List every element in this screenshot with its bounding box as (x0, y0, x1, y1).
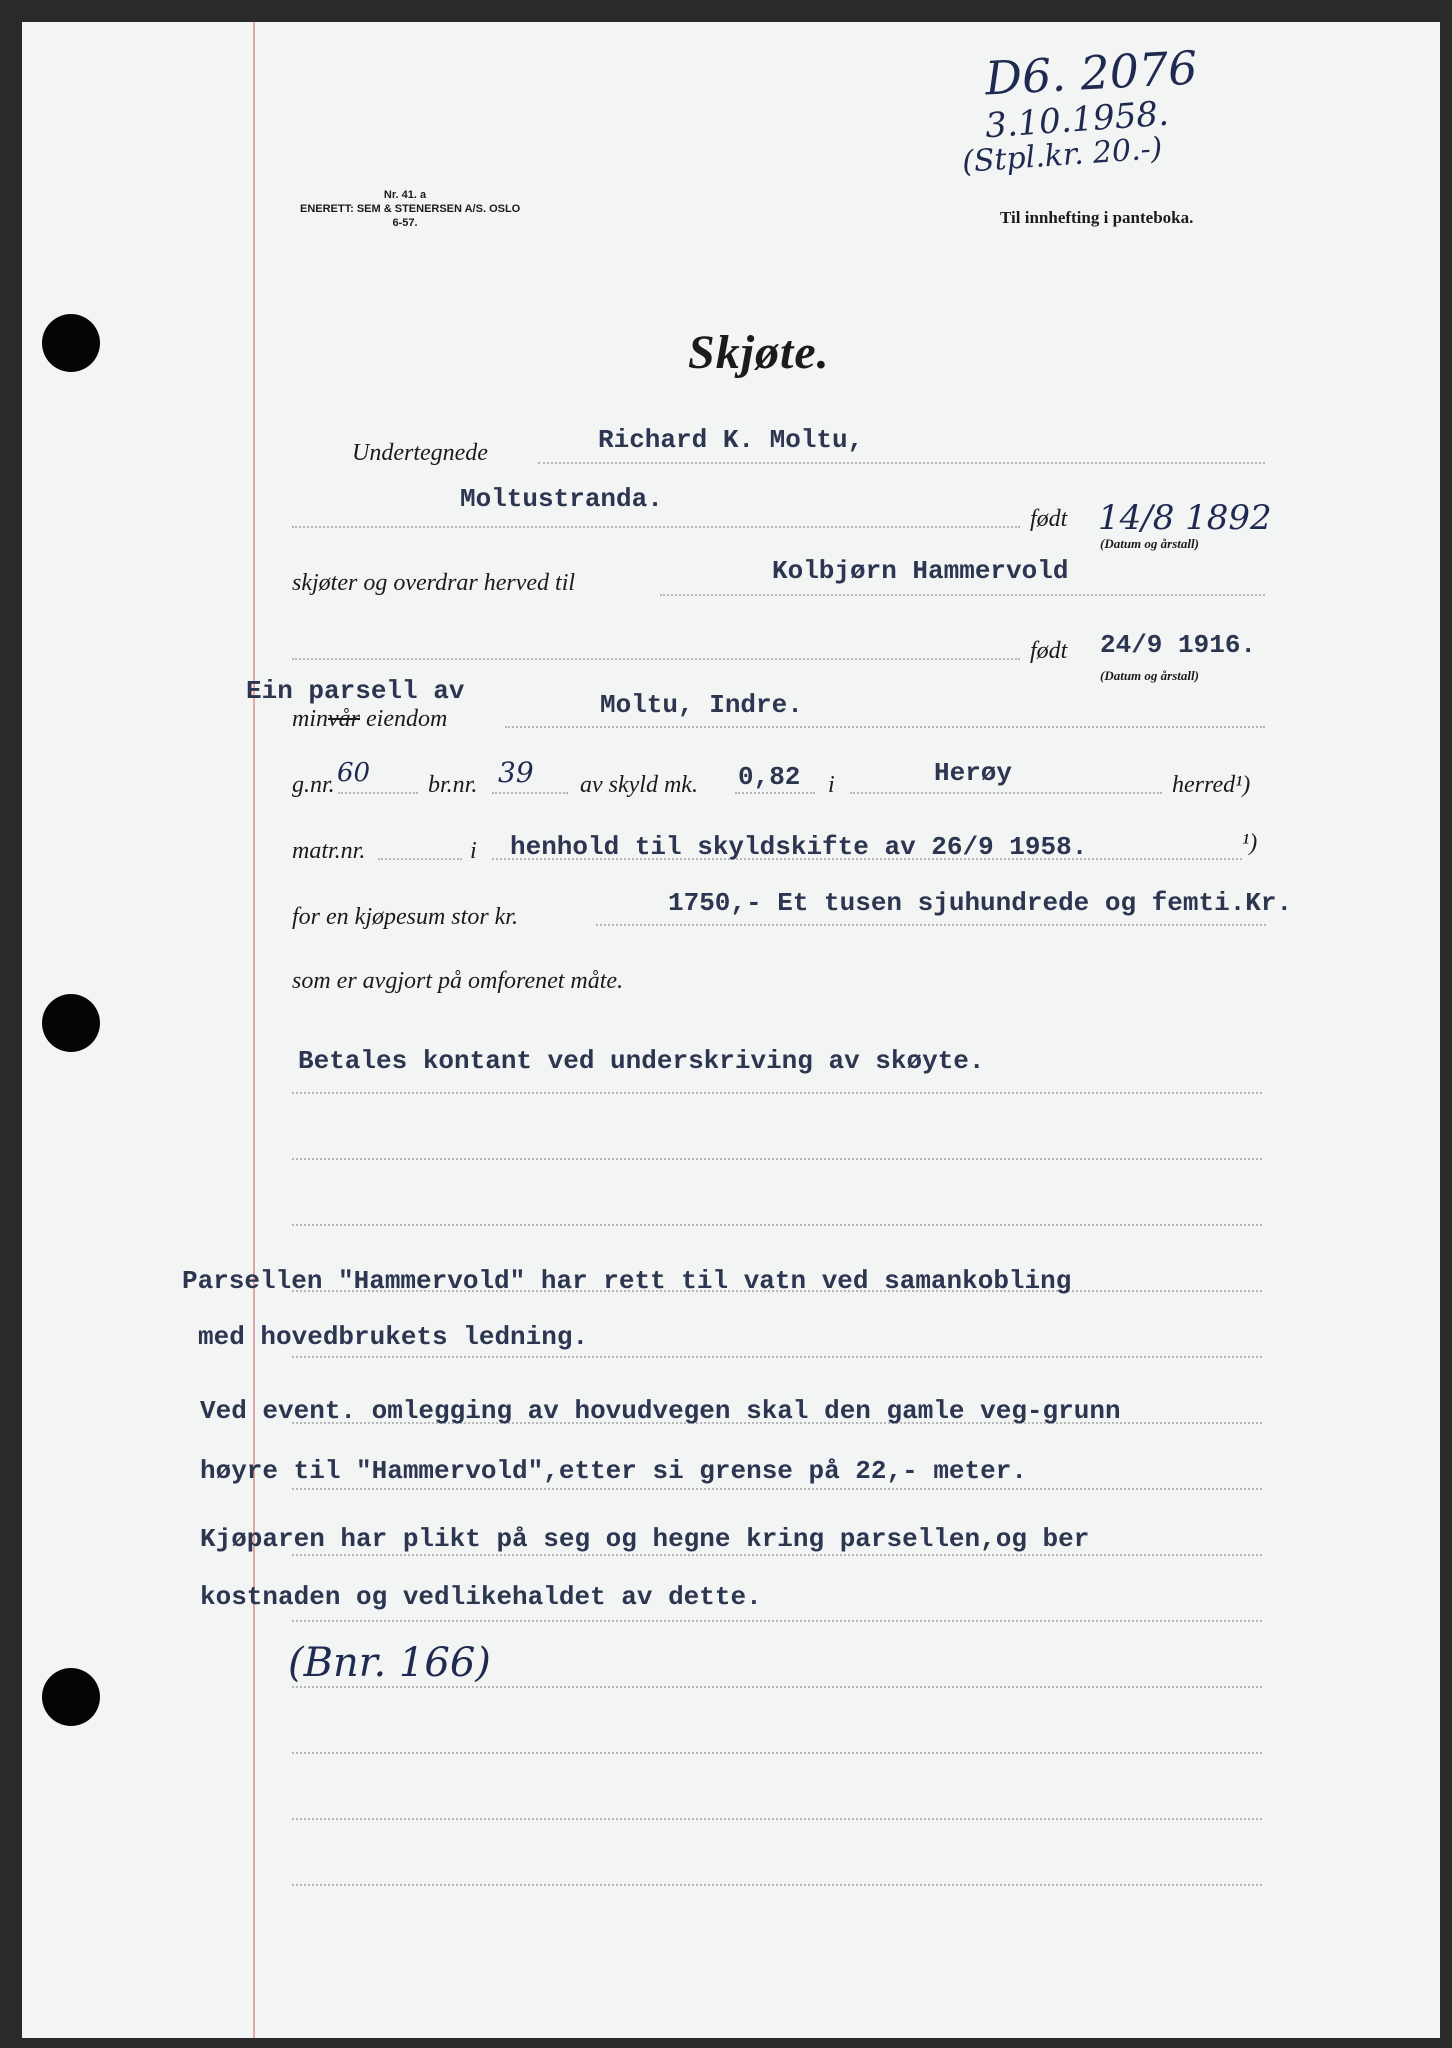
binding-note: Til innhefting i panteboka. (1000, 208, 1194, 227)
price-text: 1750,- Et tusen sjuhundrede og femti.Kr. (668, 888, 1293, 918)
handwritten-reference-number: D6. 2076 (983, 40, 1199, 106)
dotted-line (292, 1884, 1262, 1886)
buyer-name: Kolbjørn Hammervold (772, 556, 1069, 586)
undertegnede-label: Undertegnede (352, 440, 488, 466)
settled-label: som er avgjort på omforenet måte. (292, 968, 624, 994)
fodt-label: født (1030, 638, 1068, 664)
buyer-birth-date: 24/9 1916. (1100, 630, 1257, 660)
dotted-line (292, 1488, 1262, 1490)
datum-caption: (Datum og årstall) (1100, 668, 1199, 683)
i-label: i (828, 772, 835, 798)
dotted-line (292, 1620, 1262, 1622)
seller-birth-date: 14/8 1892 (1098, 498, 1272, 538)
matr-text: henhold til skyldskifte av 26/9 1958. (510, 832, 1088, 862)
property-name: Moltu, Indre. (600, 690, 803, 720)
document-title: Skjøte. (688, 326, 830, 379)
dotted-line (292, 1356, 1262, 1358)
dotted-line (538, 462, 1265, 464)
margin-line (253, 22, 255, 2038)
property-label (292, 706, 447, 733)
handwritten-bnr-note: (Bnr. 166) (288, 1640, 491, 1686)
gnr-label: g.nr. (292, 772, 335, 798)
form-number-block (300, 188, 521, 230)
body-line: Parsellen "Hammervold" har rett til vatn ved samankobling (182, 1266, 1072, 1296)
seller-address: Moltustranda. (460, 484, 663, 514)
gnr-value: 60 (337, 758, 371, 788)
footnote-mark: ¹) (1242, 830, 1258, 856)
dotted-line (660, 594, 1265, 596)
dotted-line (292, 1818, 1262, 1820)
dotted-line (292, 1554, 1262, 1556)
skyld-label: av skyld mk. (580, 772, 698, 798)
dotted-line (292, 1092, 1262, 1094)
dotted-line (292, 658, 1020, 660)
property-label-struck: vår (328, 706, 360, 732)
body-line: kostnaden og vedlikehaldet av dette. (200, 1582, 762, 1612)
dotted-line (735, 792, 815, 794)
punch-hole (42, 1668, 100, 1726)
dotted-line (492, 792, 568, 794)
dotted-line (292, 1752, 1262, 1754)
brnr-value: 39 (498, 756, 534, 789)
dotted-line (850, 792, 1162, 794)
body-line: med hovedbrukets ledning. (198, 1322, 589, 1352)
dotted-line (292, 1158, 1262, 1160)
herred-label: herred¹) (1172, 772, 1251, 798)
dotted-line (292, 526, 1020, 528)
fodt-label: født (1030, 506, 1068, 532)
body-line: Betales kontant ved underskriving av skøyte. (298, 1046, 985, 1076)
dotted-line (338, 792, 418, 794)
punch-hole (42, 314, 100, 372)
body-line: Kjøparen har plikt på seg og hegne kring parsellen,og ber (200, 1524, 1090, 1554)
dotted-line (292, 1686, 1262, 1688)
brnr-label: br.nr. (428, 772, 478, 798)
body-line: Ved event. omlegging av hovudvegen skal den gamle veg-grunn (200, 1396, 1121, 1426)
seller-name: Richard K. Moltu, (598, 425, 864, 455)
handwritten-stamp-fee: (Stpl.kr. 20.-) (961, 131, 1164, 180)
form-number-line: ENERETT: SEM & STENERSEN A/S. OSLO (300, 203, 521, 215)
handwritten-date: 3.10.1958. (983, 93, 1171, 147)
datum-caption: (Datum og årstall) (1100, 536, 1199, 551)
dotted-line (378, 858, 462, 860)
matr-label: matr.nr. (292, 838, 366, 864)
dotted-line (292, 1224, 1262, 1226)
herred-value: Herøy (934, 758, 1013, 788)
punch-hole (42, 994, 100, 1052)
price-label: for en kjøpesum stor kr. (292, 904, 518, 930)
form-number-line: Nr. 41. a (383, 189, 427, 201)
parcel-prefix: Ein parsell av (246, 676, 465, 706)
dotted-line (505, 726, 1265, 728)
transfer-label: skjøter og overdrar herved til (292, 570, 576, 596)
matr-i-label: i (470, 838, 477, 864)
property-label-min: min (292, 706, 328, 732)
skyld-value: 0,82 (738, 762, 801, 792)
form-number-line: 6-57. (392, 217, 418, 229)
body-line: høyre til "Hammervold",etter si grense på 22,- meter. (200, 1456, 1027, 1486)
property-label-eiendom: eiendom (366, 706, 448, 732)
dotted-line (596, 924, 1266, 926)
